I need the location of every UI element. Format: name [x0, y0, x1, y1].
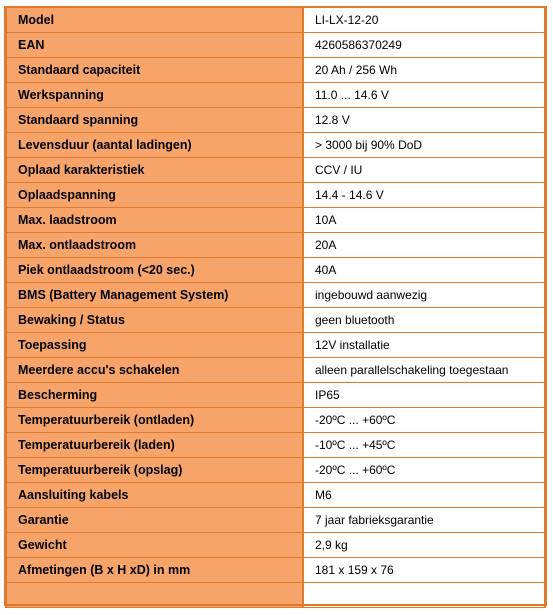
table-row: [6, 208, 545, 233]
row-label: Max. ontlaadstroom: [6, 233, 303, 258]
table-row: [6, 183, 545, 208]
row-value: 11.0 ... 14.6 V: [303, 83, 545, 108]
row-label: Afmetingen (B x H xD) in mm: [6, 558, 303, 583]
table-row: [6, 383, 545, 408]
row-value: > 3000 bij 90% DoD: [303, 133, 545, 158]
table-row: [6, 283, 545, 308]
row-label: Piek ontlaadstroom (<20 sec.): [6, 258, 303, 283]
row-value: -20ºC ... +60ºC: [303, 408, 545, 433]
row-value: 20 Ah / 256 Wh: [303, 58, 545, 83]
row-label: Werkspanning: [6, 83, 303, 108]
table-row: [6, 33, 545, 58]
table-row: [6, 83, 545, 108]
row-value: 12.8 V: [303, 108, 545, 133]
row-value: 20A: [303, 233, 545, 258]
row-value: LI-LX-12-20: [303, 8, 545, 33]
row-value: 14.4 - 14.6 V: [303, 183, 545, 208]
row-label: BMS (Battery Management System): [6, 283, 303, 308]
row-label: Garantie: [6, 508, 303, 533]
table-row: [6, 558, 545, 583]
table-row: [6, 308, 545, 333]
row-label: Standaard spanning: [6, 108, 303, 133]
row-label: Meerdere accu's schakelen: [6, 358, 303, 383]
row-label: EAN: [6, 33, 303, 58]
row-value: 2,9 kg: [303, 533, 545, 558]
table-row-empty: [6, 583, 545, 608]
row-label: Bescherming: [6, 383, 303, 408]
row-value: alleen parallelschakeling toegestaan: [303, 358, 545, 383]
table-row: [6, 483, 545, 508]
row-label: Gewicht: [6, 533, 303, 558]
row-value: 4260586370249: [303, 33, 545, 58]
row-label: Standaard capaciteit: [6, 58, 303, 83]
table-row: [6, 358, 545, 383]
row-value: 40A: [303, 258, 545, 283]
row-value: 12V installatie: [303, 333, 545, 358]
table-row: [6, 433, 545, 458]
spec-table: [5, 7, 546, 608]
table-row: [6, 408, 545, 433]
table-row: [6, 158, 545, 183]
row-value: -10ºC ... +45ºC: [303, 433, 545, 458]
row-label: Model: [6, 8, 303, 33]
row-label: Max. laadstroom: [6, 208, 303, 233]
row-value: 7 jaar fabrieksgarantie: [303, 508, 545, 533]
row-label: Toepassing: [6, 333, 303, 358]
row-label: Oplaad karakteristiek: [6, 158, 303, 183]
table-row: [6, 133, 545, 158]
row-label: Oplaadspanning: [6, 183, 303, 208]
table-row: [6, 233, 545, 258]
row-label: Temperatuurbereik (ontladen): [6, 408, 303, 433]
row-value: 181 x 159 x 76: [303, 558, 545, 583]
row-value: -20ºC ... +60ºC: [303, 458, 545, 483]
row-label: Temperatuurbereik (opslag): [6, 458, 303, 483]
row-label: Levensduur (aantal ladingen): [6, 133, 303, 158]
row-label: Bewaking / Status: [6, 308, 303, 333]
row-label: [6, 583, 303, 608]
row-value: geen bluetooth: [303, 308, 545, 333]
table-row: [6, 458, 545, 483]
table-row: [6, 8, 545, 33]
row-value: [303, 583, 545, 608]
table-row: [6, 333, 545, 358]
table-row: [6, 533, 545, 558]
row-value: IP65: [303, 383, 545, 408]
row-value: 10A: [303, 208, 545, 233]
table-row: [6, 108, 545, 133]
row-value: ingebouwd aanwezig: [303, 283, 545, 308]
table-row: [6, 258, 545, 283]
table-row: [6, 58, 545, 83]
row-label: Temperatuurbereik (laden): [6, 433, 303, 458]
row-value: M6: [303, 483, 545, 508]
row-label: Aansluiting kabels: [6, 483, 303, 508]
table-row: [6, 508, 545, 533]
row-value: CCV / IU: [303, 158, 545, 183]
